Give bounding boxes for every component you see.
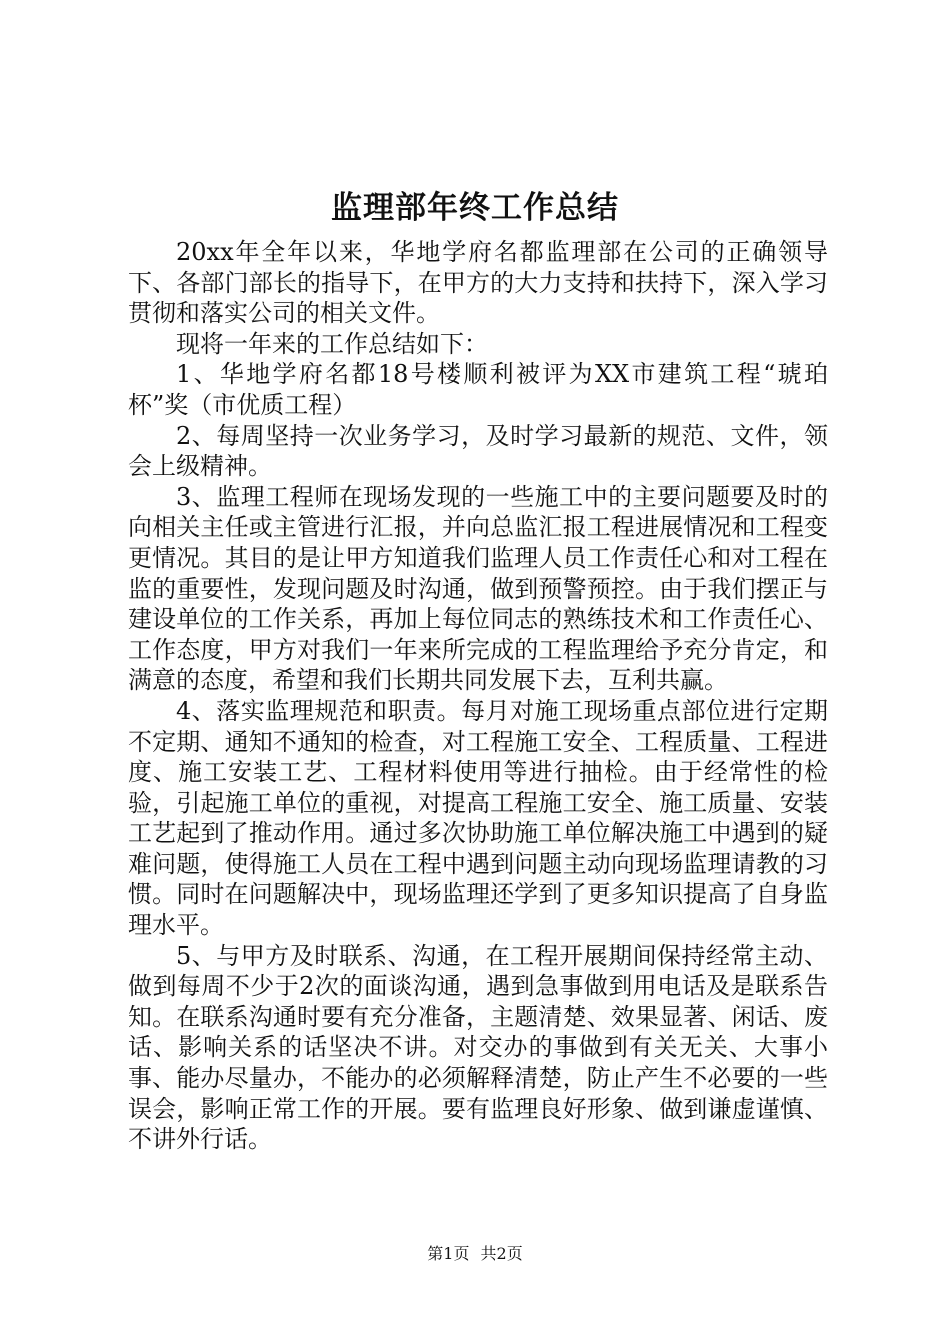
paragraph-item-3: 3、监理工程师在现场发现的一些施工中的主要问题要及时的向相关主任或主管进行汇报，并向总监汇报工程进展情况和工程变更情况。其目的是让甲方知道我们监理人员工作责任心和对工程在监的重要性，发现问题及时沟通，做到预警预控。由于我们摆正与建设单位的工作关系，再加上每位同志的熟练技术和工作责任心、工作态度，甲方对我们一年来所完成的工程监理给予充分肯定，和满意的态度，希望和我们长期共同发展下去，互利共赢。 [128,482,828,695]
paragraph-item-1: 1、华地学府名都18号楼顺利被评为XX市建筑工程“琥珀杯”奖（市优质工程） [128,360,828,419]
paragraph-summary-lead: 现将一年来的工作总结如下： [176,329,488,358]
paragraph-item-2: 2、每周坚持一次业务学习，及时学习最新的规范、文件，领会上级精神。 [128,421,828,481]
document-body [128,237,828,1155]
page-title: 监理部年终工作总结 [331,190,619,226]
page-footer [0,1244,950,1264]
paragraph-item-5: 5、与甲方及时联系、沟通，在工程开展期间保持经常主动、做到每周不少于2次的面谈沟通，遇到急事做到用电话及是联系告知。在联系沟通时要有充分准备，主题清楚、效果显著、闲话、废话、影响关系的话坚决不讲。对交办的事做到有关无关、大事小事、能办尽量办，不能办的必须解释清楚，防止产生不必要的一些误会，影响正常工作的开展。要有监理良好形象、做到谦虚谨慎、不讲外行话。 [128,941,828,1154]
paragraph-item-4: 4、落实监理规范和职责。每月对施工现场重点部位进行定期不定期、通知不通知的检查，对工程施工安全、工程质量、工程进度、施工安装工艺、工程材料使用等进行抽检。由于经常性的检验，引起施工单位的重视，对提高工程施工安全、施工质量、安装工艺起到了推动作用。通过多次协助施工单位解决施工中遇到的疑难问题，使得施工人员在工程中遇到问题主动向现场监理请教的习惯。同时在问题解决中，现场监理还学到了更多知识提高了自身监理水平。 [128,696,828,940]
page-total: 共2页 [480,1244,523,1263]
paragraph-intro: 20xx年全年以来，华地学府名都监理部在公司的正确领导下、各部门部长的指导下，在甲方的大力支持和扶持下，深入学习贯彻和落实公司的相关文件。 [128,238,828,328]
page-number: 第1页 [427,1244,470,1263]
